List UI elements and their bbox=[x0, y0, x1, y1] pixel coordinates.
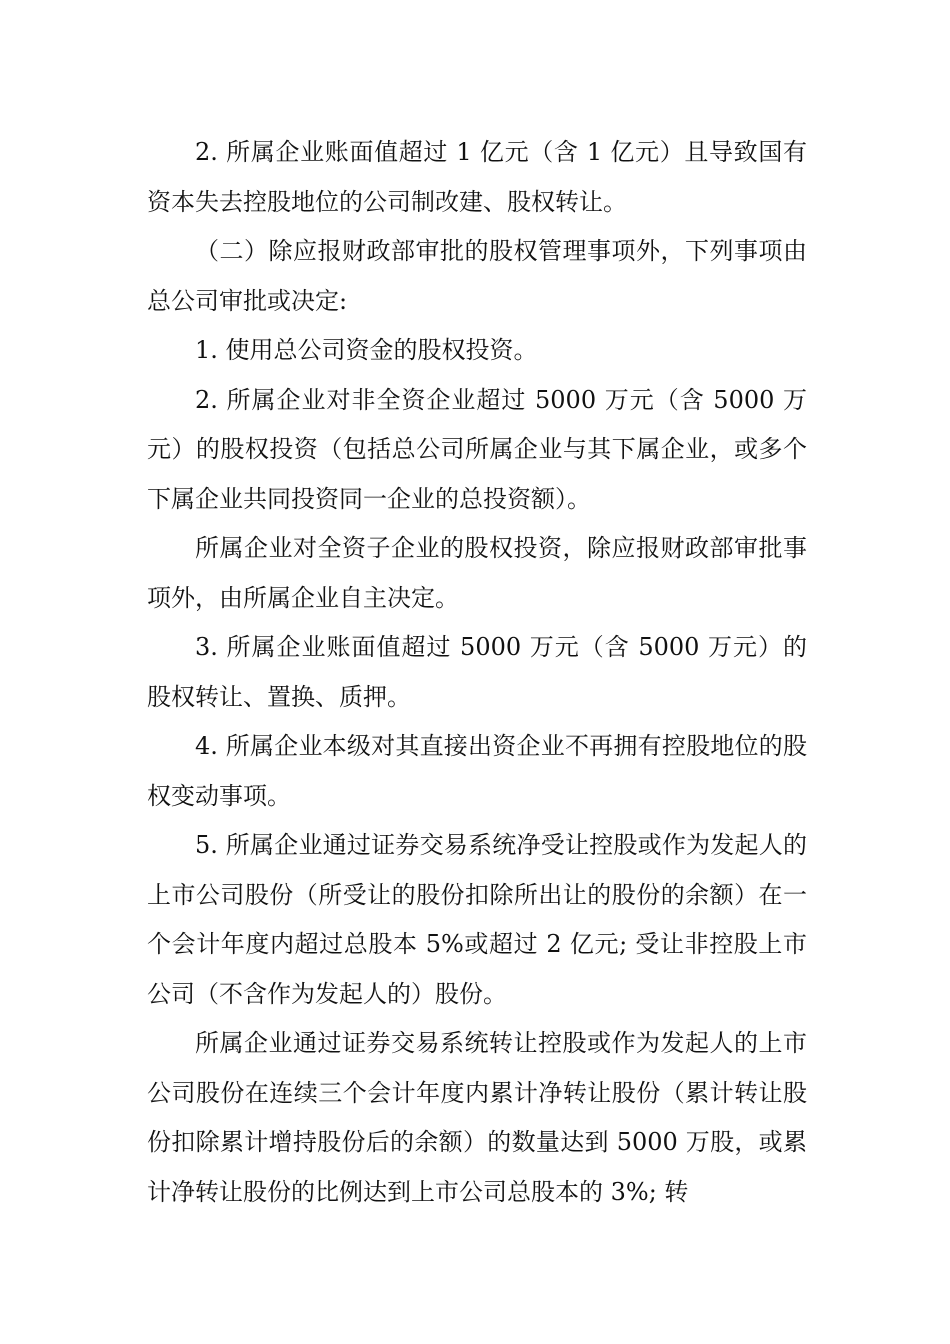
paragraph-9: 所属企业通过证券交易系统转让控股或作为发起人的上市公司股份在连续三个会计年度内累计净转让股份（累计转让股份扣除累计增持股份后的余额）的数量达到 5000 万股，或累计净转让股份的比例达到上市公司总股本的 3%; 转 bbox=[147, 1029, 807, 1206]
paragraph-6: 3. 所属企业账面值超过 5000 万元（含 5000 万元）的股权转让、置换、质押。 bbox=[147, 633, 807, 711]
paragraph-4: 2. 所属企业对非全资企业超过 5000 万元（含 5000 万元）的股权投资（包括总公司所属企业与其下属企业，或多个下属企业共同投资同一企业的总投资额）。 bbox=[147, 385, 807, 513]
paragraph-3: 1. 使用总公司资金的股权投资。 bbox=[195, 336, 538, 364]
paragraph-8: 5. 所属企业通过证券交易系统净受让控股或作为发起人的上市公司股份（所受让的股份扣除所出让的股份的余额）在一个会计年度内超过总股本 5%或超过 2 亿元; 受让非控股上市公司（不含作为发起人的）股份。 bbox=[147, 831, 807, 1008]
paragraph-2: （二）除应报财政部审批的股权管理事项外，下列事项由总公司审批或决定: bbox=[147, 237, 807, 315]
paragraph-5: 所属企业对全资子企业的股权投资，除应报财政部审批事项外，由所属企业自主决定。 bbox=[147, 534, 807, 612]
paragraph-7: 4. 所属企业本级对其直接出资企业不再拥有控股地位的股权变动事项。 bbox=[147, 732, 807, 810]
document-body bbox=[147, 128, 807, 1217]
paragraph-1: 2. 所属企业账面值超过 1 亿元（含 1 亿元）且导致国有资本失去控股地位的公司制改建、股权转让。 bbox=[147, 138, 807, 216]
